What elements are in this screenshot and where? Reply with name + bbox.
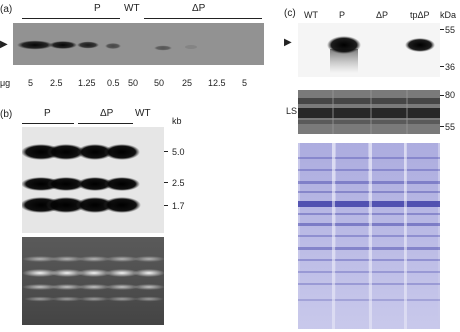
group-p-line: [22, 18, 120, 19]
marker-tick: [440, 66, 444, 67]
northern-blot: [22, 127, 164, 233]
band-arrow: ▶: [284, 37, 292, 48]
band-arrow: ▶: [0, 39, 8, 50]
lane-label-wt: WT: [304, 10, 318, 20]
marker-tick: [440, 126, 444, 127]
group-dp-line: [78, 123, 133, 124]
marker-tick: [164, 182, 168, 183]
marker-tick: [164, 151, 168, 152]
panel-c-label: (c): [284, 8, 296, 19]
amount-label: 50: [154, 78, 165, 88]
marker-tick: [440, 95, 444, 96]
amount-label: 0.5: [107, 78, 120, 88]
ls-blot: [298, 90, 440, 134]
kda-marker: 55: [445, 25, 456, 35]
kb-marker: 5.0: [172, 147, 185, 157]
group-wt-label: WT: [135, 108, 151, 119]
amount-label: 50: [128, 78, 139, 88]
marker-tick: [164, 205, 168, 206]
amount-label: 25: [182, 78, 193, 88]
kda-marker: 55: [445, 122, 456, 132]
amount-label: 2.5: [50, 78, 63, 88]
group-p-line: [22, 123, 74, 124]
group-wt-label: WT: [124, 3, 140, 14]
amount-label: 5: [242, 78, 248, 88]
rna-gel: [22, 237, 164, 325]
western-blot-c: [298, 23, 440, 77]
group-dp-label: ΔP: [192, 3, 206, 14]
lane-label-dp: ΔP: [376, 10, 389, 20]
lane-label-tpdp: tpΔP: [410, 10, 430, 20]
marker-tick: [440, 29, 444, 30]
kda-marker: 80: [445, 90, 456, 100]
kda-unit: kDa: [440, 10, 457, 20]
amount-label: 1.25: [78, 78, 96, 88]
group-dp-label: ΔP: [100, 108, 114, 119]
amount-label: 5: [28, 78, 34, 88]
group-dp-line: [144, 18, 262, 19]
kb-marker: 1.7: [172, 201, 185, 211]
group-p-label: P: [94, 3, 101, 14]
kb-marker: 2.5: [172, 178, 185, 188]
panel-b-label: (b): [0, 109, 13, 120]
ls-label: LS: [286, 106, 298, 116]
group-p-label: P: [44, 108, 51, 119]
coomassie-gel: [298, 143, 440, 329]
amount-label: 12.5: [208, 78, 226, 88]
kb-unit: kb: [172, 116, 182, 126]
kda-marker: 36: [445, 62, 456, 72]
lane-label-p: P: [339, 10, 346, 20]
amount-unit: μg: [0, 78, 11, 88]
panel-a-label: (a): [0, 4, 13, 15]
western-blot-a: [13, 23, 264, 65]
